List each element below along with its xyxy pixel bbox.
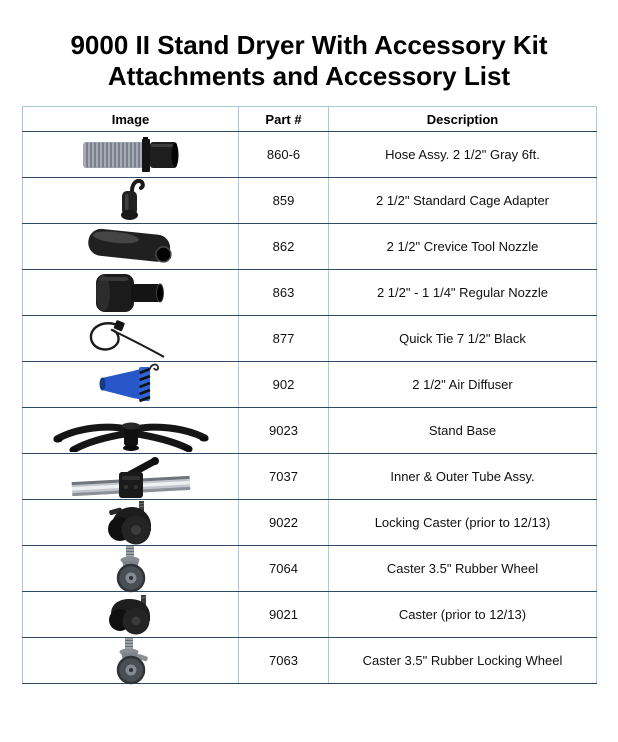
table-row [23, 408, 597, 454]
part-number: 902 [239, 362, 329, 408]
image-cell [23, 362, 239, 408]
table-row [23, 592, 597, 638]
page-title [0, 30, 618, 92]
part-number: 9022 [239, 500, 329, 546]
locking-caster-image [23, 500, 238, 545]
hose-assembly-image [23, 132, 238, 177]
part-description: Locking Caster (prior to 12/13) [329, 500, 597, 546]
part-description: Stand Base [329, 408, 597, 454]
part-number: 9023 [239, 408, 329, 454]
accessory-table [22, 106, 597, 684]
part-number: 7064 [239, 546, 329, 592]
table-row [23, 454, 597, 500]
column-header-description: Description [329, 107, 597, 132]
image-cell [23, 132, 239, 178]
twin-caster-image [23, 592, 238, 637]
table-row [23, 546, 597, 592]
rubber-locking-caster-image [23, 638, 238, 683]
image-cell [23, 270, 239, 316]
quick-tie-image [23, 316, 238, 361]
image-cell [23, 178, 239, 224]
part-description: Hose Assy. 2 1/2" Gray 6ft. [329, 132, 597, 178]
table-header-row [23, 107, 597, 132]
image-cell [23, 408, 239, 454]
part-number: 7063 [239, 638, 329, 684]
image-cell [23, 316, 239, 362]
table-row [23, 224, 597, 270]
part-description: 2 1/2" Crevice Tool Nozzle [329, 224, 597, 270]
part-description: 2 1/2" Air Diffuser [329, 362, 597, 408]
part-number: 7037 [239, 454, 329, 500]
table-row [23, 500, 597, 546]
part-number: 9021 [239, 592, 329, 638]
cage-adapter-image [23, 178, 238, 223]
page-title-line1: 9000 II Stand Dryer With Accessory Kit [70, 30, 548, 60]
table-row [23, 270, 597, 316]
part-description: Quick Tie 7 1/2" Black [329, 316, 597, 362]
part-description: Caster 3.5" Rubber Locking Wheel [329, 638, 597, 684]
air-diffuser-image [23, 362, 238, 407]
tube-assembly-image [23, 454, 238, 499]
table-row [23, 132, 597, 178]
image-cell [23, 454, 239, 500]
image-cell [23, 638, 239, 684]
table-body [23, 132, 597, 684]
image-cell [23, 592, 239, 638]
stand-base-image [23, 408, 238, 453]
part-description: Inner & Outer Tube Assy. [329, 454, 597, 500]
crevice-tool-image [23, 224, 238, 269]
part-number: 860-6 [239, 132, 329, 178]
part-number: 862 [239, 224, 329, 270]
rubber-wheel-caster-image [23, 546, 238, 591]
image-cell [23, 500, 239, 546]
part-description: Caster (prior to 12/13) [329, 592, 597, 638]
table-row [23, 638, 597, 684]
table-row [23, 178, 597, 224]
table-row [23, 316, 597, 362]
part-description: 2 1/2" Standard Cage Adapter [329, 178, 597, 224]
table-row [23, 362, 597, 408]
part-description: 2 1/2" - 1 1/4" Regular Nozzle [329, 270, 597, 316]
part-number: 859 [239, 178, 329, 224]
part-number: 863 [239, 270, 329, 316]
page-title-line2: Attachments and Accessory List [107, 61, 511, 91]
part-description: Caster 3.5" Rubber Wheel [329, 546, 597, 592]
part-number: 877 [239, 316, 329, 362]
image-cell [23, 224, 239, 270]
regular-nozzle-image [23, 270, 238, 315]
column-header-part: Part # [239, 107, 329, 132]
column-header-image: Image [23, 107, 239, 132]
image-cell [23, 546, 239, 592]
